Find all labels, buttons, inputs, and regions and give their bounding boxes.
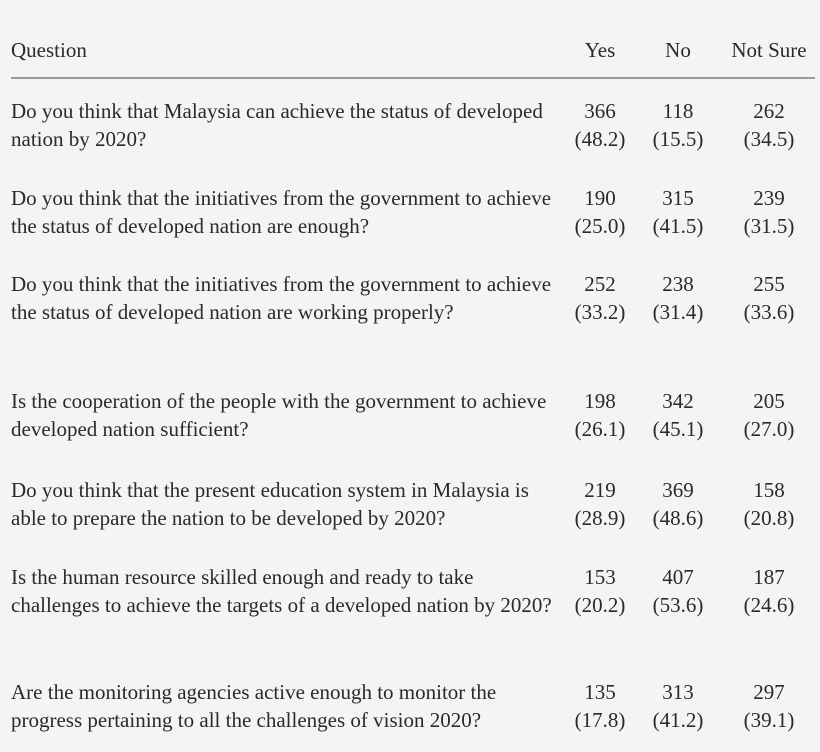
yes-cell [560, 97, 640, 153]
yes-cell [560, 678, 640, 734]
yes-count: 252 [584, 272, 616, 296]
question-text: Is the human resource skilled enough and ready to take challenges to achieve the targets of a developed nation by 2020? [11, 565, 552, 617]
yes-count: 153 [584, 565, 616, 589]
yes-cell [560, 387, 640, 443]
not-sure-cell [729, 563, 809, 619]
yes-cell [560, 563, 640, 619]
question-text: Do you think that Malaysia can achieve the status of developed nation by 2020? [11, 99, 543, 151]
question-text: Do you think that the present education system in Malaysia is able to prepare the nation to be developed by 2020? [11, 478, 529, 530]
yes-percent: (25.0) [574, 214, 626, 238]
yes-count: 366 [584, 99, 616, 123]
yes-percent: (26.1) [574, 417, 626, 441]
yes-cell [560, 476, 640, 532]
not-sure-percent: (24.6) [743, 593, 795, 617]
no-count: 369 [662, 478, 694, 502]
not-sure-cell [729, 387, 809, 443]
not-sure-percent: (20.8) [743, 506, 795, 530]
no-count: 407 [662, 565, 694, 589]
not-sure-cell [729, 270, 809, 326]
not-sure-cell [729, 476, 809, 532]
not-sure-count: 205 [753, 389, 785, 413]
no-cell [638, 678, 718, 734]
no-count: 238 [662, 272, 694, 296]
yes-count: 219 [584, 478, 616, 502]
header-not-sure: Not Sure [731, 38, 807, 62]
table-header [0, 0, 820, 80]
no-cell [638, 563, 718, 619]
not-sure-percent: (34.5) [743, 127, 795, 151]
not-sure-percent: (27.0) [743, 417, 795, 441]
not-sure-count: 297 [753, 680, 785, 704]
header-no: No [665, 38, 691, 62]
no-cell [638, 387, 718, 443]
yes-percent: (17.8) [574, 708, 626, 732]
header-rule [11, 77, 815, 79]
not-sure-cell [729, 184, 809, 240]
not-sure-count: 239 [753, 186, 785, 210]
not-sure-count: 187 [753, 565, 785, 589]
header-yes: Yes [584, 38, 616, 62]
not-sure-count: 158 [753, 478, 785, 502]
not-sure-cell [729, 97, 809, 153]
no-percent: (31.4) [652, 300, 704, 324]
yes-percent: (33.2) [574, 300, 626, 324]
yes-cell [560, 270, 640, 326]
question-text: Are the monitoring agencies active enough to monitor the progress pertaining to all the challenges of vision 2020? [11, 680, 497, 732]
no-percent: (41.5) [652, 214, 704, 238]
not-sure-percent: (33.6) [743, 300, 795, 324]
no-percent: (45.1) [652, 417, 704, 441]
no-count: 118 [662, 99, 694, 123]
no-cell [638, 97, 718, 153]
not-sure-cell [729, 678, 809, 734]
yes-count: 198 [584, 389, 616, 413]
no-percent: (53.6) [652, 593, 704, 617]
no-cell [638, 184, 718, 240]
no-count: 342 [662, 389, 694, 413]
yes-percent: (48.2) [574, 127, 626, 151]
question-text: Do you think that the initiatives from the government to achieve the status of developed nation are working properly? [11, 272, 552, 324]
not-sure-percent: (39.1) [743, 708, 795, 732]
question-text: Do you think that the initiatives from the government to achieve the status of developed nation are enough? [11, 186, 552, 238]
no-percent: (48.6) [652, 506, 704, 530]
not-sure-count: 255 [753, 272, 785, 296]
no-percent: (15.5) [652, 127, 704, 151]
yes-count: 135 [584, 680, 616, 704]
no-cell [638, 270, 718, 326]
yes-cell [560, 184, 640, 240]
yes-percent: (20.2) [574, 593, 626, 617]
question-text: Is the cooperation of the people with the government to achieve developed nation sufficient? [11, 389, 547, 441]
no-count: 315 [662, 186, 694, 210]
not-sure-percent: (31.5) [743, 214, 795, 238]
yes-count: 190 [584, 186, 616, 210]
not-sure-count: 262 [753, 99, 785, 123]
no-count: 313 [662, 680, 694, 704]
header-question: Question [11, 38, 87, 62]
yes-percent: (28.9) [574, 506, 626, 530]
no-percent: (41.2) [652, 708, 704, 732]
no-cell [638, 476, 718, 532]
